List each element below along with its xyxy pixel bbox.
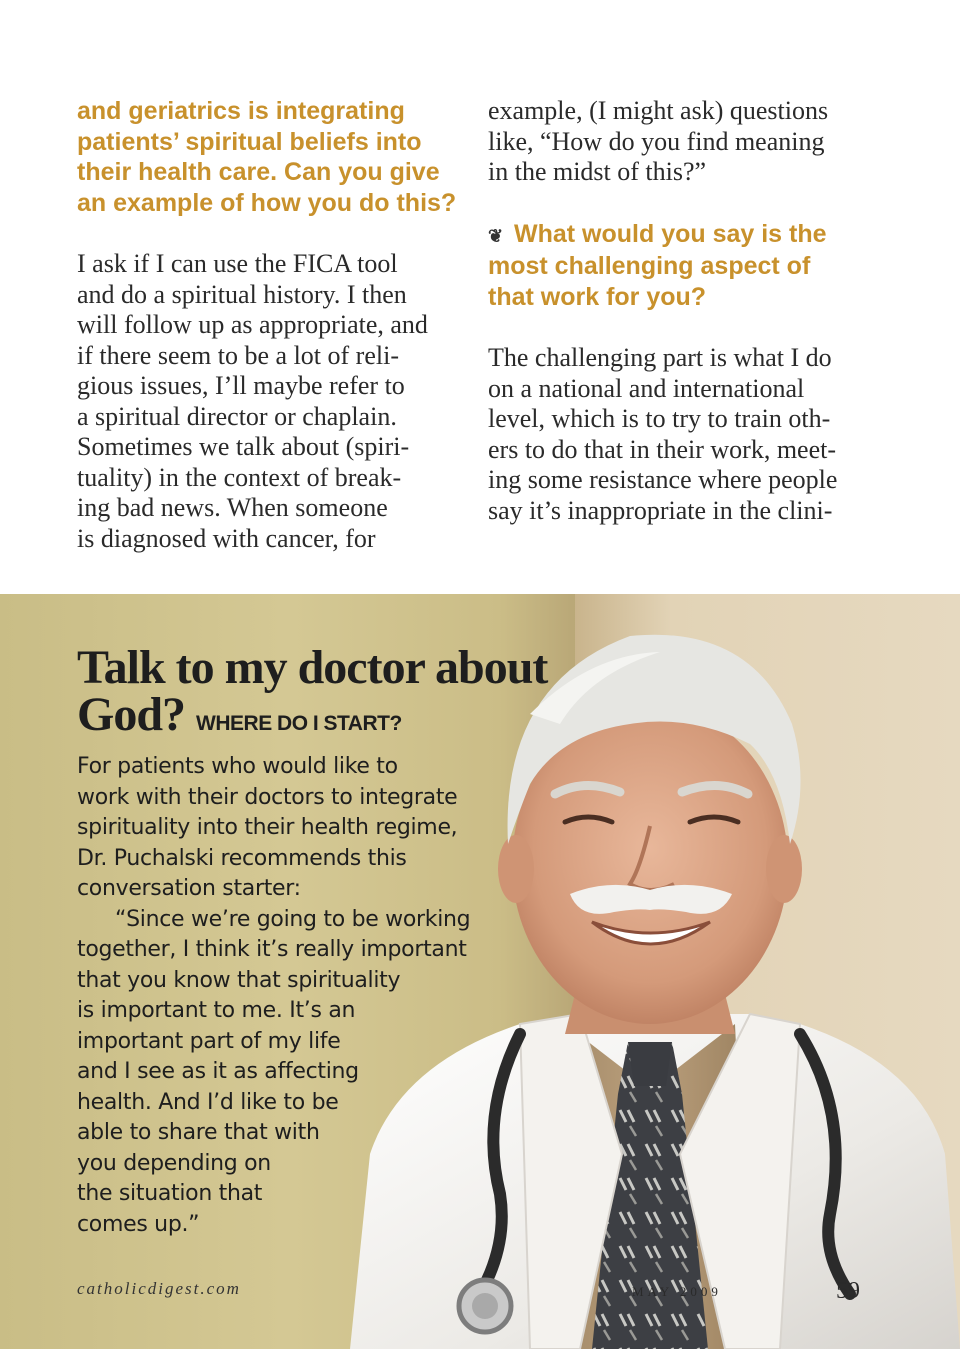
interview-question: and geriatrics is integrating patients’ spiritual beliefs into their health care. Can you give an example of how you do this? bbox=[77, 97, 457, 217]
footer-issue: MAY 2009 bbox=[632, 1284, 722, 1299]
interview-question: ❦ What would you say is the most challenging aspect of that work for you? bbox=[488, 219, 827, 311]
right-column bbox=[488, 96, 873, 526]
left-column bbox=[77, 96, 462, 554]
answer-continued: example, (I might ask) questions like, “How do you find meaning in the midst of this?” bbox=[488, 96, 829, 186]
sidebar-body: For patients who would like to work with their doctors to integrate spirituality into their health regime, Dr. Puchalski recommends this conversation starter: “Since we’re going to be working together, I think it’s really important that you know that spirituality is important to me. It’s an important part of my life and I see as it as affecting health. And I’d like to be able to share that with you depending on the situation that comes up.” bbox=[77, 754, 471, 1237]
fleuron-icon: ❦ bbox=[488, 225, 504, 246]
sidebar-title: Talk to my doctor about God? WHERE DO I START? bbox=[77, 641, 548, 741]
page-number: 59 bbox=[836, 1278, 860, 1304]
sidebar-quote: “Since we’re going to be working bbox=[115, 906, 471, 932]
sidebar-subtitle: WHERE DO I START? bbox=[196, 712, 402, 735]
interview-answer: I ask if I can use the FICA tool and do a spiritual history. I then will follow up as appropriate, and if there seem to be a lot of reli- gious issues, I’ll maybe refer to a spiritual director or chaplain. Sometimes we talk about (spiri- tuality) in the context of break- ing bad news. When someone is diagnosed with cancer, for bbox=[77, 249, 428, 553]
footer-site: catholicdigest.com bbox=[77, 1279, 241, 1298]
interview-answer: The challenging part is what I do on a national and international level, which is to try to train oth- ers to do that in their work, meet- ing some resistance where people say it’s inappropriate in the clini- bbox=[488, 343, 838, 525]
